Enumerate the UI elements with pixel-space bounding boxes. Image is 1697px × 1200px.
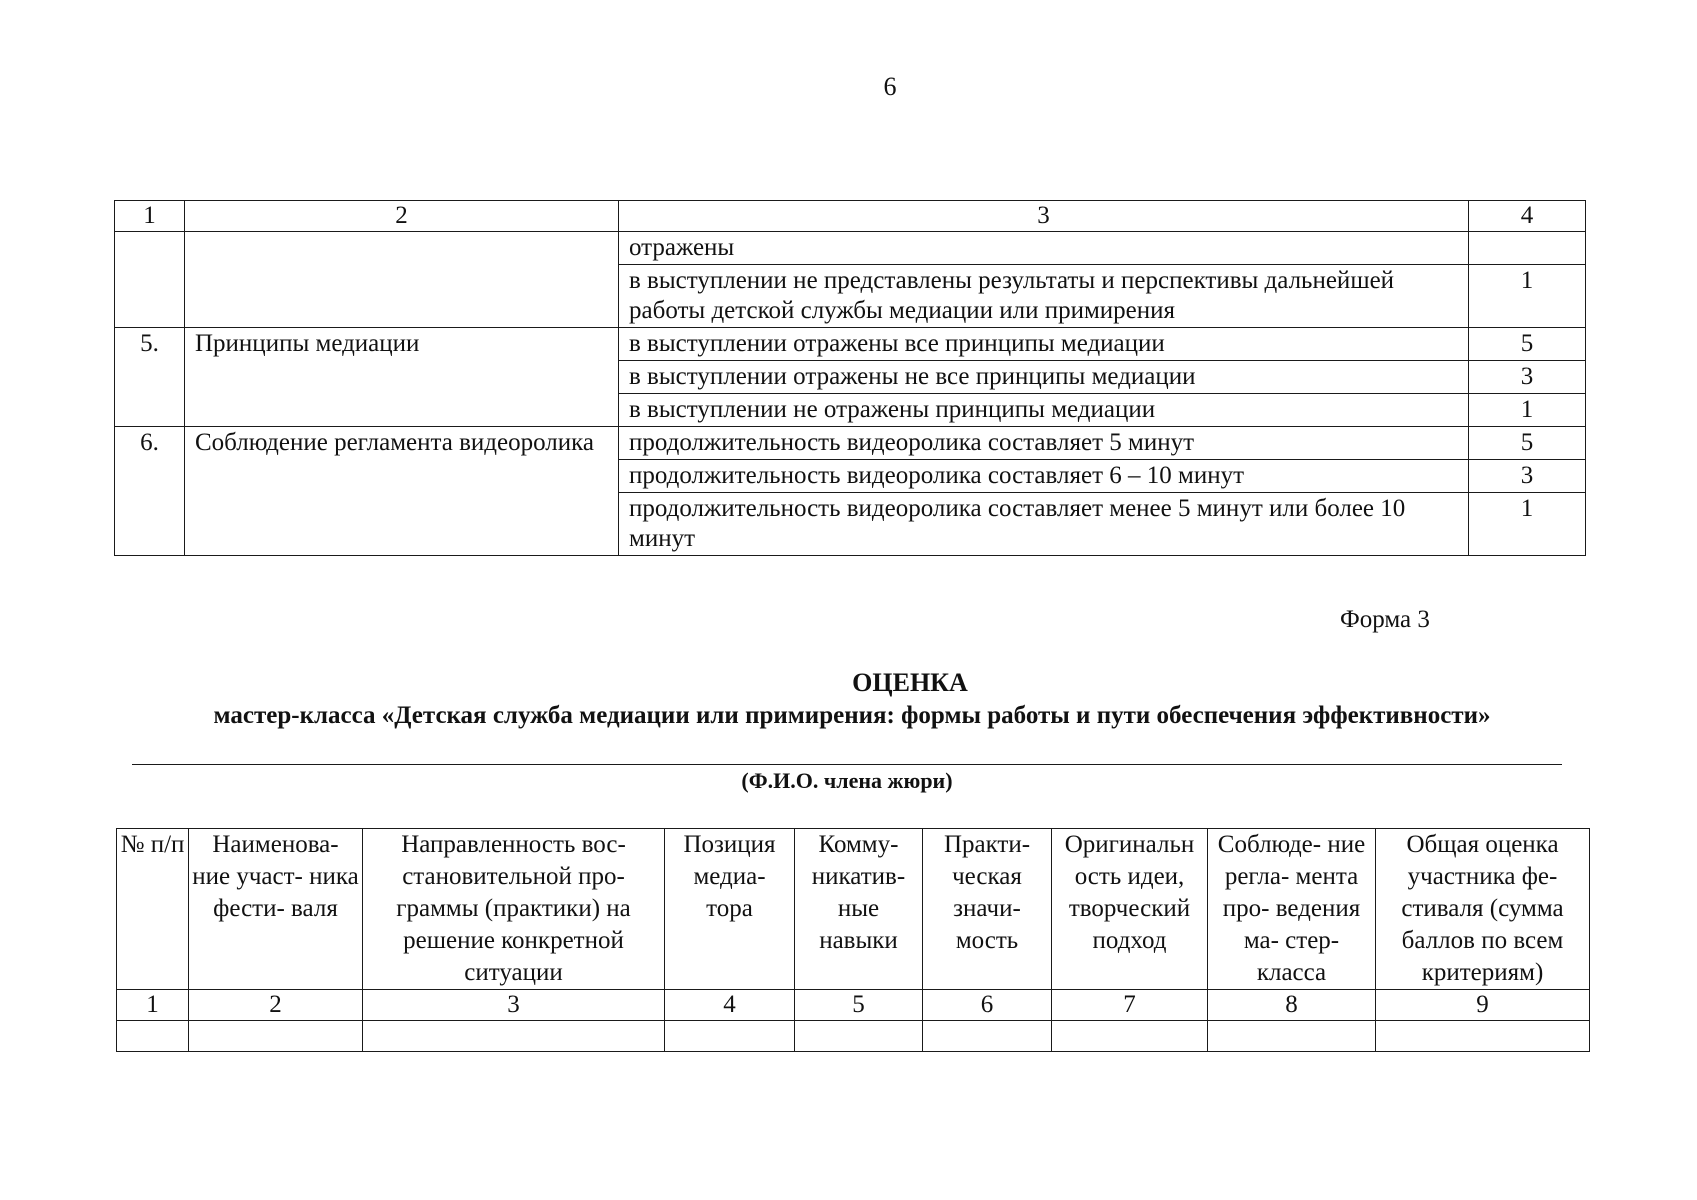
eval-number-cell: 9 — [1376, 990, 1590, 1021]
eval-header-cell: № п/п — [117, 829, 189, 990]
eval-header-cell: Позиция медиа- тора — [665, 829, 795, 990]
eval-header-cell: Комму- никатив- ные навыки — [795, 829, 923, 990]
eval-empty-cell — [1376, 1021, 1590, 1052]
criterion-descriptor: в выступлении не представлены результаты и перспективы дальнейшей работы детской службы медиации или примирения — [619, 265, 1469, 328]
criterion-score: 1 — [1469, 265, 1586, 328]
eval-empty-cell — [117, 1021, 189, 1052]
signature-caption: (Ф.И.О. члена жюри) — [741, 768, 953, 793]
eval-empty-cell — [363, 1021, 665, 1052]
table-row — [115, 328, 1586, 361]
criterion-name: Принципы медиации — [185, 328, 619, 427]
eval-number-cell: 6 — [923, 990, 1052, 1021]
criterion-name: Соблюдение регламента видеоролика — [185, 427, 619, 556]
eval-header-cell: Оригинальн ость идеи, творческий подход — [1052, 829, 1208, 990]
eval-empty-cell — [665, 1021, 795, 1052]
criterion-score: 5 — [1469, 427, 1586, 460]
evaluation-header-row — [117, 829, 1590, 990]
eval-number-cell: 4 — [665, 990, 795, 1021]
criteria-header-cell: 4 — [1469, 201, 1586, 232]
criterion-score: 5 — [1469, 328, 1586, 361]
criterion-descriptor: продолжительность видеоролика составляет 5 минут — [619, 427, 1469, 460]
evaluation-empty-row — [117, 1021, 1590, 1052]
eval-empty-cell — [189, 1021, 363, 1052]
criterion-descriptor: в выступлении отражены не все принципы медиации — [619, 361, 1469, 394]
eval-header-cell: Общая оценка участника фе- стиваля (сумма баллов по всем критериям) — [1376, 829, 1590, 990]
criterion-name — [185, 232, 619, 328]
criteria-header-cell: 1 — [115, 201, 185, 232]
signature-line — [132, 764, 1562, 765]
criterion-score: 1 — [1469, 394, 1586, 427]
document-title: ОЦЕНКА — [852, 668, 968, 697]
criteria-header-cell: 2 — [185, 201, 619, 232]
criteria-header-cell: 3 — [619, 201, 1469, 232]
table-row — [115, 427, 1586, 460]
eval-header-cell: Направленность вос- становительной про- граммы (практики) на решение конкретной ситуации — [363, 829, 665, 990]
eval-header-cell: Наименова- ние участ- ника фести- валя — [189, 829, 363, 990]
criterion-number — [115, 232, 185, 328]
eval-empty-cell — [923, 1021, 1052, 1052]
form-label: Форма 3 — [1340, 606, 1430, 633]
eval-empty-cell — [795, 1021, 923, 1052]
table-row — [115, 232, 1586, 265]
eval-number-cell: 8 — [1208, 990, 1376, 1021]
criterion-descriptor: отражены — [619, 232, 1469, 265]
criterion-score — [1469, 232, 1586, 265]
eval-number-cell: 5 — [795, 990, 923, 1021]
criterion-number: 5. — [115, 328, 185, 427]
eval-number-cell: 1 — [117, 990, 189, 1021]
page-number: 6 — [883, 72, 897, 101]
criterion-score: 3 — [1469, 460, 1586, 493]
criteria-header-row — [115, 201, 1586, 232]
eval-number-cell: 2 — [189, 990, 363, 1021]
criteria-table — [114, 200, 1586, 556]
evaluation-number-row — [117, 990, 1590, 1021]
document-subtitle: мастер-класса «Детская служба медиации или примирения: формы работы и пути обеспечения эффективности» — [213, 702, 1491, 729]
evaluation-table — [116, 828, 1590, 1052]
eval-empty-cell — [1208, 1021, 1376, 1052]
criterion-descriptor: в выступлении не отражены принципы медиации — [619, 394, 1469, 427]
eval-header-cell: Соблюде- ние регла- мента про- ведения ма- стер-класса — [1208, 829, 1376, 990]
eval-empty-cell — [1052, 1021, 1208, 1052]
eval-header-cell: Практи- ческая значи- мость — [923, 829, 1052, 990]
criterion-score: 1 — [1469, 493, 1586, 556]
criterion-score: 3 — [1469, 361, 1586, 394]
criterion-descriptor: продолжительность видеоролика составляет менее 5 минут или более 10 минут — [619, 493, 1469, 556]
eval-number-cell: 7 — [1052, 990, 1208, 1021]
criterion-descriptor: в выступлении отражены все принципы медиации — [619, 328, 1469, 361]
criterion-descriptor: продолжительность видеоролика составляет 6 – 10 минут — [619, 460, 1469, 493]
eval-number-cell: 3 — [363, 990, 665, 1021]
criterion-number: 6. — [115, 427, 185, 556]
